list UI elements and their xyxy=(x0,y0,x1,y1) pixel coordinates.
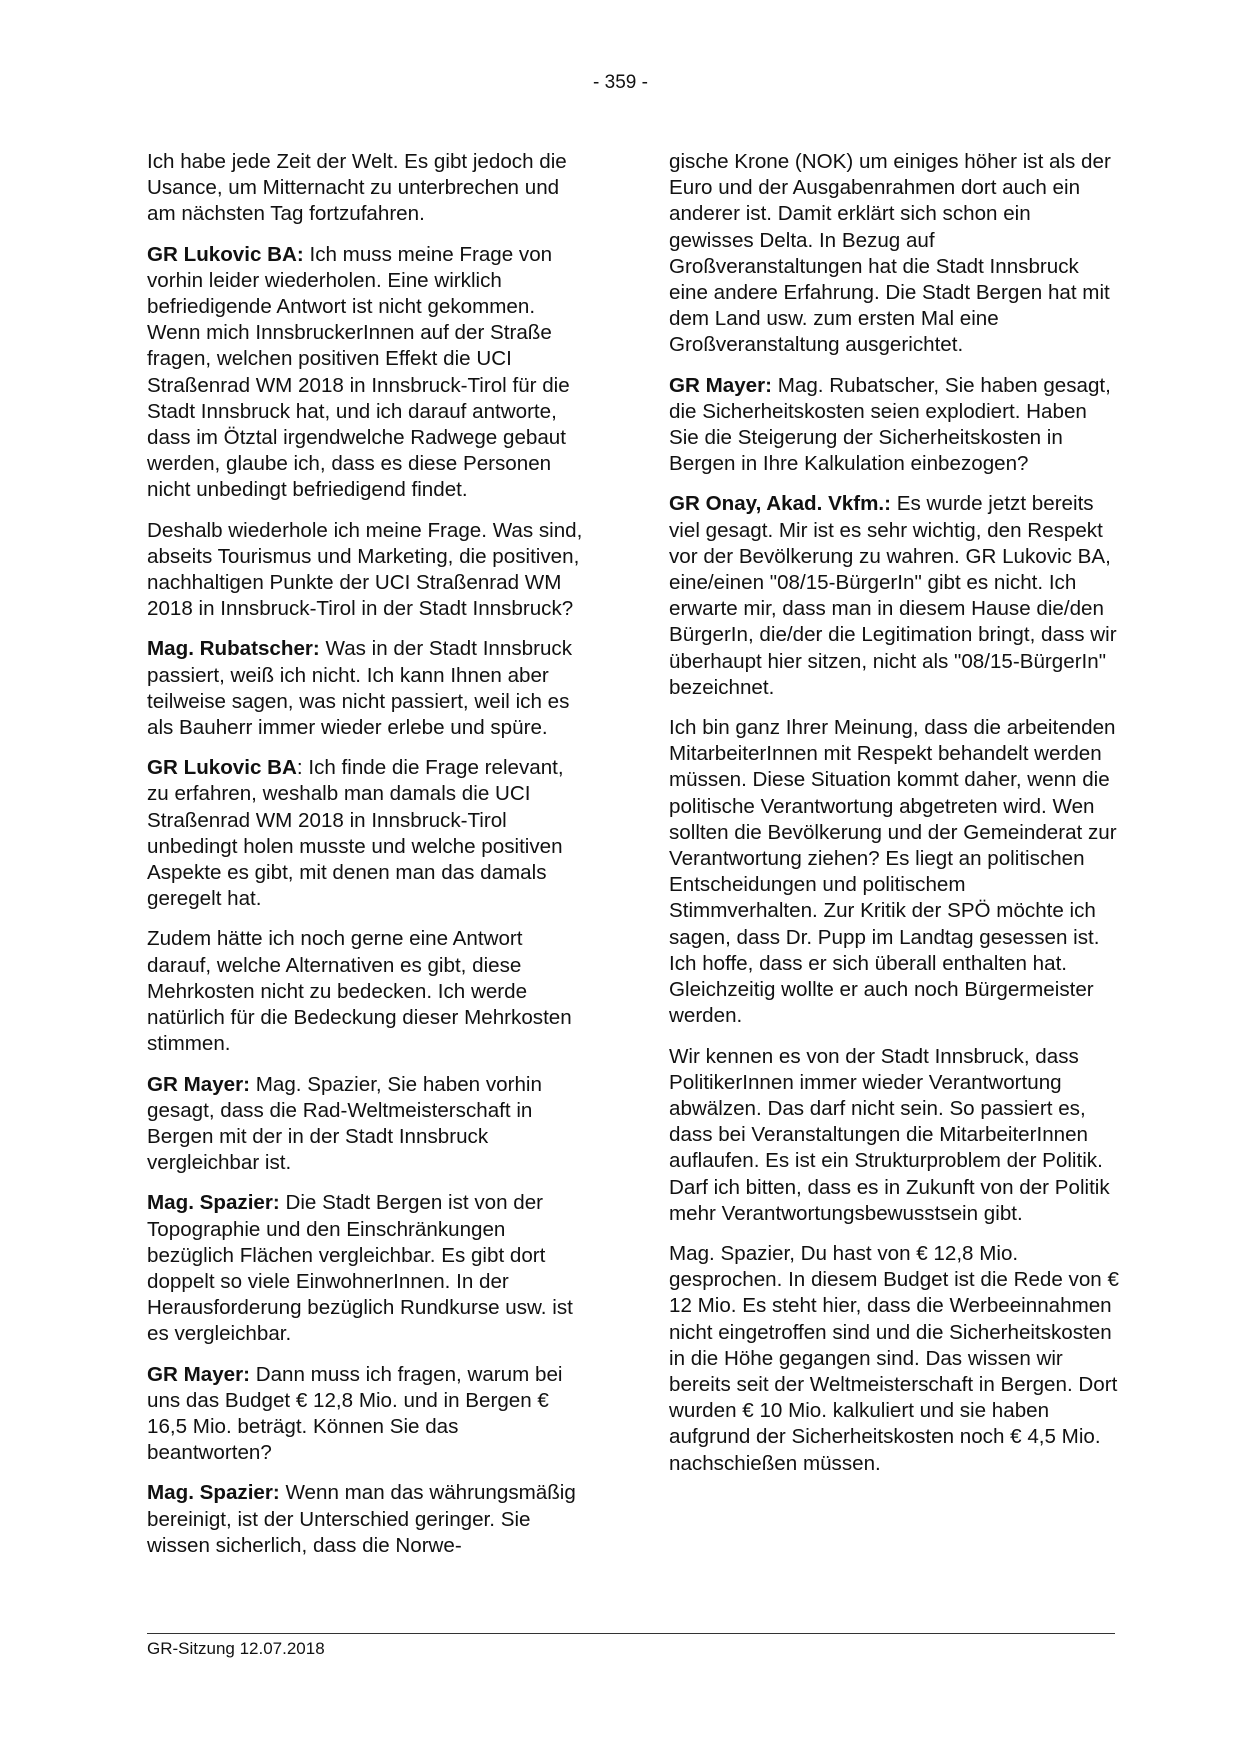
right-column xyxy=(669,149,1119,1491)
speaker-name: GR Onay, Akad. Vkfm.: xyxy=(669,492,892,516)
speaker-name: GR Mayer: xyxy=(147,1072,250,1096)
paragraph xyxy=(147,636,587,741)
footer-divider xyxy=(147,1633,1115,1634)
speaker-name: Mag. Rubatscher: xyxy=(147,637,320,661)
paragraph xyxy=(147,149,587,228)
paragraph xyxy=(147,1072,587,1177)
paragraph-text: Wir kennen es von der Stadt Innsbruck, dass PolitikerInnen immer wieder Verantwortung abwälzen. Das darf nicht sein. So passiert es, dass bei Veranstaltungen die MitarbeiterInnen auflaufen. Es ist ein Strukturproblem der Politik. Darf ich bitten, dass es in Zukunft von der Politik mehr Verantwortungsbewusstsein gibt. xyxy=(669,1044,1110,1225)
paragraph-text: Deshalb wiederhole ich meine Frage. Was sind, abseits Tourismus und Marketing, die positiven, nachhaltigen Punkte der UCI Straßenrad WM 2018 in Innsbruck-Tirol in der Stadt Innsbruck? xyxy=(147,518,583,621)
paragraph-text: gische Krone (NOK) um einiges höher ist als der Euro und der Ausgabenrahmen dort auch ein anderer ist. Damit erklärt sich schon ein gewisses Delta. In Bezug auf Großveranstaltungen hat die Stadt Innsbruck eine andere Erfahrung. Die Stadt Bergen hat mit dem Land usw. zum ersten Mal eine Großveranstaltung ausgerichtet. xyxy=(669,150,1111,357)
speaker-name: GR Mayer: xyxy=(669,373,772,397)
paragraph xyxy=(147,1190,587,1347)
speaker-name: Mag. Spazier: xyxy=(147,1191,280,1215)
speaker-name: GR Lukovic BA: xyxy=(147,242,304,266)
paragraph xyxy=(669,1241,1119,1477)
paragraph xyxy=(669,373,1119,478)
paragraph xyxy=(147,1480,587,1559)
paragraph xyxy=(669,1044,1119,1227)
paragraph-text: Zudem hätte ich noch gerne eine Antwort darauf, welche Alternativen es gibt, diese Mehrkosten nicht zu bedecken. Ich werde natürlich für die Bedeckung dieser Mehrkosten stimmen. xyxy=(147,927,572,1056)
paragraph xyxy=(147,1362,587,1467)
paragraph-text: Es wurde jetzt bereits viel gesagt. Mir ist es sehr wichtig, den Respekt vor der Bevölkerung zu wahren. GR Lukovic BA, eine/einen "08/15-BürgerIn" gibt es nicht. Ich erwarte mir, dass man in diesem Hause die/den BürgerIn, die/der die Legitimation bringt, dass wir überhaupt hier sitzen, nicht als "08/15-BürgerIn" bezeichnet. xyxy=(669,492,1117,699)
speaker-name: GR Mayer: xyxy=(147,1362,250,1386)
paragraph-text: Mag. Spazier, Du hast von € 12,8 Mio. gesprochen. In diesem Budget ist die Rede von € 12 Mio. Es steht hier, dass die Werbeeinnahmen nicht eingetroffen sind und die Sicherheitskosten in die Höhe gegangen sind. Das wissen wir bereits seit der Weltmeisterschaft in Bergen. Dort wurden € 10 Mio. kalkuliert und sie haben aufgrund der Sicherheitskosten noch € 4,5 Mio. nachschießen müssen. xyxy=(669,1241,1119,1475)
paragraph-text: Wenn man das währungsmäßig bereinigt, ist der Unterschied geringer. Sie wissen sicherlich, dass die Norwe- xyxy=(147,1481,576,1557)
paragraph xyxy=(669,491,1119,701)
paragraph xyxy=(669,715,1119,1029)
paragraph-text: Mag. Spazier, Sie haben vorhin gesagt, dass die Rad-Weltmeisterschaft in Bergen mit der in der Stadt Innsbruck vergleichbar ist. xyxy=(147,1072,542,1175)
paragraph-text: : Ich finde die Frage relevant, zu erfahren, weshalb man damals die UCI Straßenrad WM 2018 in Innsbruck-Tirol unbedingt holen musste und welche positiven Aspekte es gibt, mit denen man das damals geregelt hat. xyxy=(147,756,564,911)
paragraph xyxy=(147,518,587,623)
speaker-name: Mag. Spazier: xyxy=(147,1481,280,1505)
speaker-name: GR Lukovic BA xyxy=(147,756,297,780)
left-column xyxy=(147,149,587,1573)
paragraph-text: Ich bin ganz Ihrer Meinung, dass die arbeitenden MitarbeiterInnen mit Respekt behandelt werden müssen. Diese Situation kommt daher, wenn die politische Verantwortung abgetreten wird. Wen sollten die Bevölkerung und der Gemeinderat zur Verantwortung ziehen? Es liegt an politischen Entscheidungen und politischem Stimmverhalten. Zur Kritik der SPÖ möchte ich sagen, dass Dr. Pupp im Landtag gesessen ist. Ich hoffe, dass er sich überall enthalten hat. Gleichzeitig wollte er auch noch Bürgermeister werden. xyxy=(669,716,1117,1028)
paragraph xyxy=(147,242,587,504)
paragraph-text: Ich muss meine Frage von vorhin leider wiederholen. Eine wirklich befriedigende Antwort ist nicht gekommen. Wenn mich InnsbruckerInnen auf der Straße fragen, welchen positiven Effekt die UCI Straßenrad WM 2018 in Innsbruck-Tirol für die Stadt Innsbruck hat, und ich darauf antworte, dass im Ötztal irgendwelche Radwege gebaut werden, glaube ich, dass es diese Personen nicht unbedingt befriedigend findet. xyxy=(147,242,570,502)
page-number: - 359 - xyxy=(593,72,648,93)
paragraph xyxy=(669,149,1119,359)
paragraph-text: Die Stadt Bergen ist von der Topographie und den Einschränkungen bezüglich Flächen vergleichbar. Es gibt dort doppelt so viele EinwohnerInnen. In der Herausforderung bezüglich Rundkurse usw. ist es vergleichbar. xyxy=(147,1191,573,1346)
paragraph xyxy=(147,755,587,912)
paragraph xyxy=(147,926,587,1057)
paragraph-text: Ich habe jede Zeit der Welt. Es gibt jedoch die Usance, um Mitternacht zu unterbrechen und am nächsten Tag fortzufahren. xyxy=(147,150,567,226)
paragraph-text: Mag. Rubatscher, Sie haben gesagt, die Sicherheitskosten seien explodiert. Haben Sie die Steigerung der Sicherheitskosten in Bergen in Ihre Kalkulation einbezogen? xyxy=(669,373,1111,476)
paragraph-text: Dann muss ich fragen, warum bei uns das Budget € 12,8 Mio. und in Bergen € 16,5 Mio. beträgt. Können Sie das beantworten? xyxy=(147,1362,563,1465)
footer-session-date: GR-Sitzung 12.07.2018 xyxy=(147,1639,325,1658)
paragraph-text: Was in der Stadt Innsbruck passiert, weiß ich nicht. Ich kann Ihnen aber teilweise sagen, was nicht passiert, weil ich es als Bauherr immer wieder erlebe und spüre. xyxy=(147,637,572,740)
